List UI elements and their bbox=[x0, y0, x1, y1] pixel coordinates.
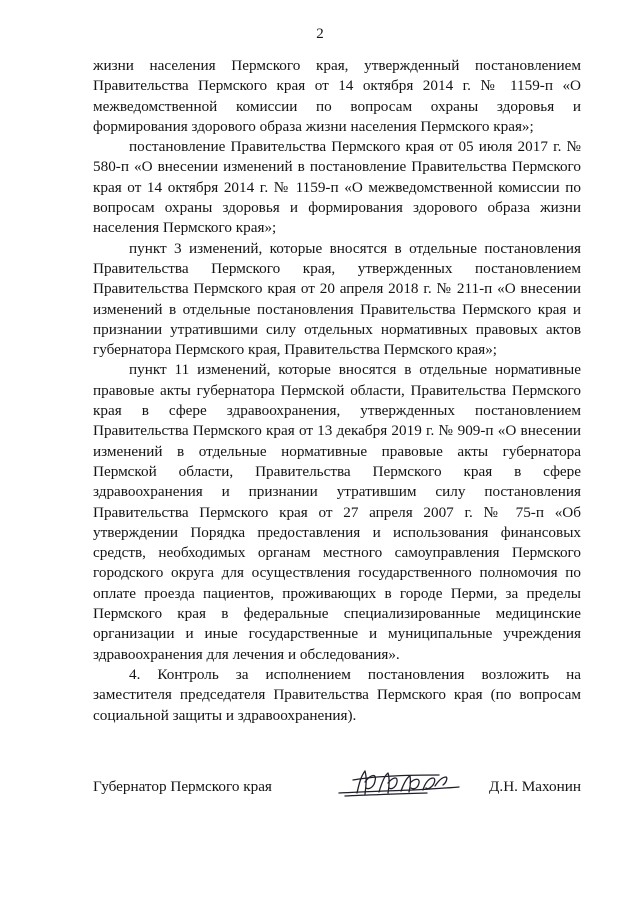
paragraph-item-11: пункт 11 изменений, которые вносятся в отдельные нормативные правовые акты губернатора Пермской области, Правительства Пермского края в сфере здравоохранения, утвержденных постановлением Правительства Пермского края от 13 декабря 2019 г. № 909-п «О внесении изменений в отдельные нормативные правовые акты губернатора Пермской области, Правительства Пермского края в сфере здравоохранения и признании утратившим силу постановления Правительства Пермского края от 27 апреля 2007 г. № 75-п «Об утверждении Порядка предоставления и использования финансовых средств, необходимых органам местного самоуправления Пермского городского округа для осуществления государственного полномочия по оплате проезда пациентов, проживающих в городе Перми, за пределы Пермского края в федеральные специализированные медицинские организации и иные государственные и муниципальные учреждения здравоохранения для лечения и обследования». bbox=[93, 361, 581, 663]
signature-block bbox=[93, 766, 581, 806]
handwritten-signature bbox=[335, 766, 463, 802]
paragraph-continuation: жизни населения Пермского края, утвержденный постановлением Правительства Пермского края от 14 октября 2014 г. № 1159-п «О межведомственной комиссии по вопросам охраны здоровья и формирования здорового образа жизни населения Пермского края»; bbox=[93, 57, 581, 135]
document-body bbox=[93, 56, 581, 726]
paragraph-control-clause: 4. Контроль за исполнением постановления возложить на заместителя председателя Правительства Пермского края (по вопросам социальной защиты и здравоохранения). bbox=[93, 665, 581, 724]
paragraph-item-3: пункт 3 изменений, которые вносятся в отдельные постановления Правительства Пермского края, утвержденных постановлением Правительства Пермского края от 20 апреля 2018 г. № 211-п «О внесении изменений в отдельные постановления Правительства Пермского края и признании утратившими силу отдельных нормативных правовых актов губернатора Пермского края, Правительства Пермского края»; bbox=[93, 239, 581, 359]
signatory-position: Губернатор Пермского края bbox=[93, 778, 272, 795]
paragraph-resolution-580p: постановление Правительства Пермского края от 05 июля 2017 г. № 580-п «О внесении изменений в постановление Правительства Пермского края от 14 октября 2014 г. № 1159-п «О межведомственной комиссии по вопросам охраны здоровья и формирования здорового образа жизни населения Пермского края»; bbox=[93, 138, 581, 237]
signatory-name: Д.Н. Махонин bbox=[489, 778, 581, 795]
page-number: 2 bbox=[316, 26, 324, 42]
